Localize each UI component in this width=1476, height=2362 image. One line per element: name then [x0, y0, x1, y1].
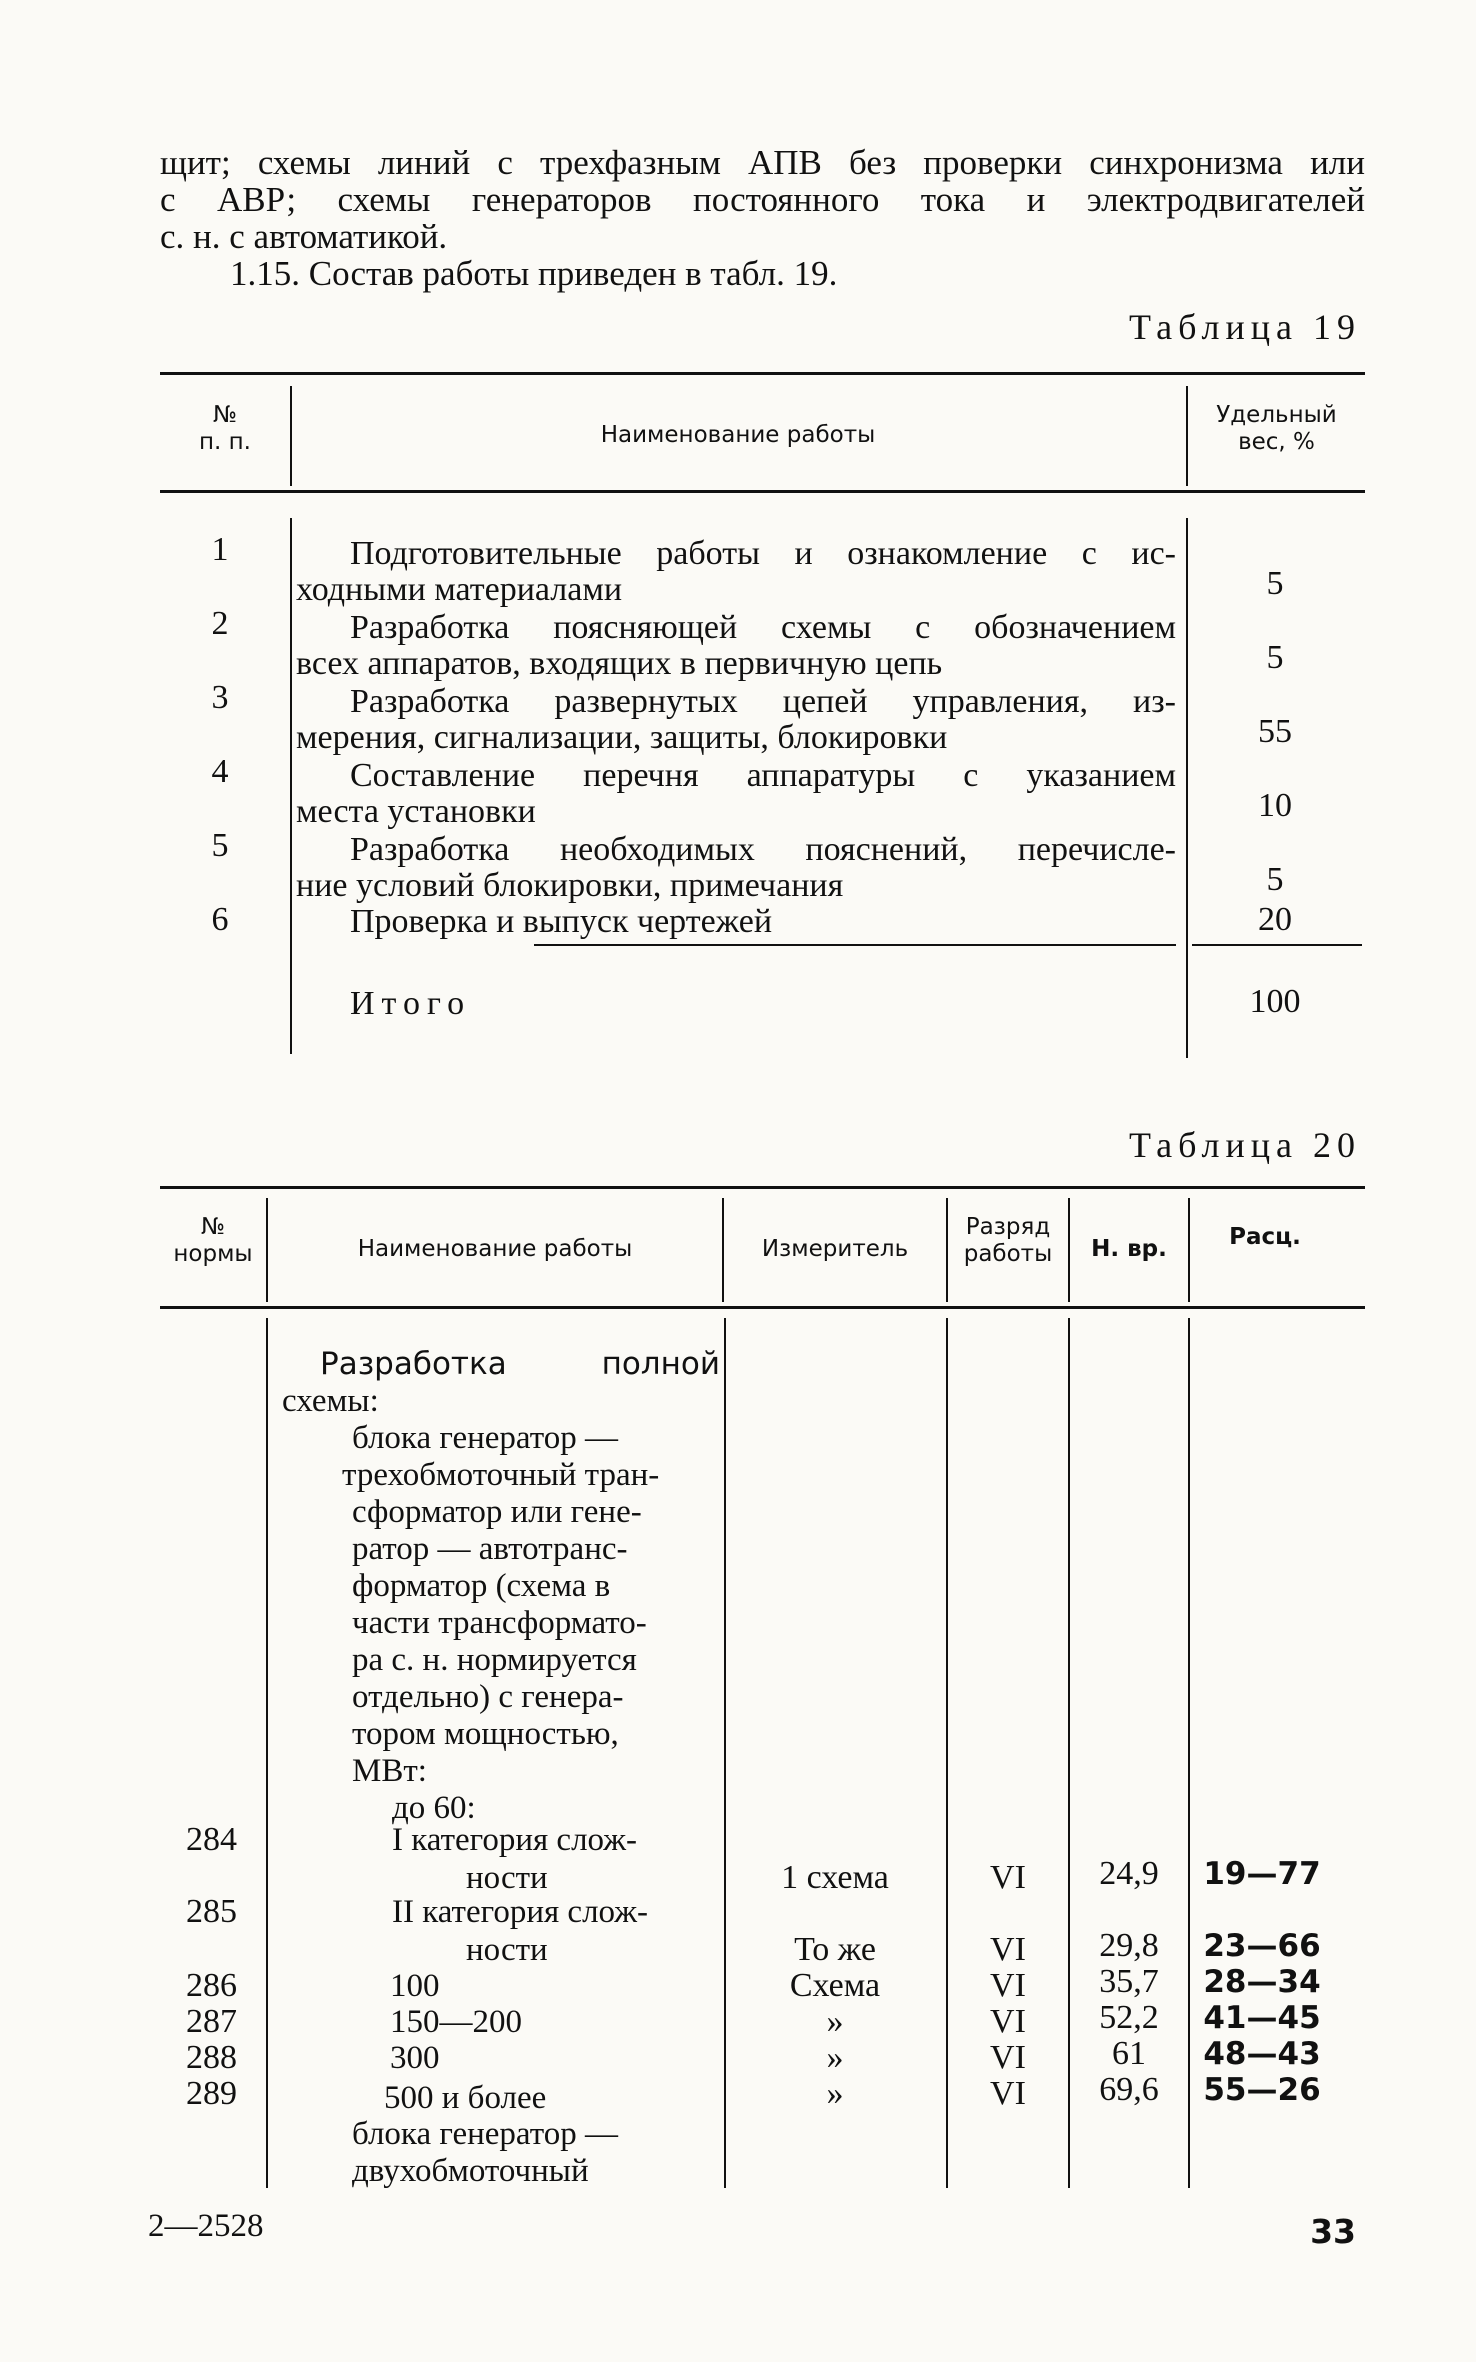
table19-row-weight: 10	[1258, 787, 1292, 824]
table20-row-unit: 1 схема	[781, 1859, 889, 1896]
table20-header-time: Н. вр.	[1091, 1236, 1167, 1262]
table19-row-weight: 20	[1258, 901, 1292, 938]
table20-row-unit: »	[826, 2075, 844, 2112]
table19-total-rule	[1192, 944, 1362, 946]
intro-text	[160, 144, 1365, 292]
table20-row-time: 24,9	[1099, 1855, 1159, 1892]
paragraph-1-15: 1.15. Состав работы приведен в табл. 19.	[230, 254, 838, 293]
table19-row-name: Разработка развернутых цепей управления, из- мерения, сигнализации, защиты, блокировки	[296, 683, 1176, 756]
table20-header-name: Наименование работы	[357, 1236, 633, 1262]
table20-top-rule	[160, 1186, 1365, 1189]
table20-divider	[724, 1318, 726, 2188]
table20-row-num: 286	[186, 1967, 237, 2004]
table19-top-rule	[160, 372, 1365, 375]
table20-row-grade: VI	[990, 2003, 1026, 2040]
table20-divider	[1188, 1318, 1190, 2188]
table19-row-weight: 5	[1266, 565, 1284, 602]
table19-row-name: Проверка и выпуск чертежей	[350, 903, 773, 940]
table20-row-name: ности	[466, 1860, 548, 1896]
table19-row-num: 5	[211, 827, 229, 864]
table20-row-grade: VI	[990, 1859, 1026, 1896]
table19-header-weight: Удельный вес, %	[1216, 402, 1337, 455]
page-number: 33	[1310, 2212, 1356, 2251]
table19-row-num: 6	[211, 901, 229, 938]
description-title: Разработка полной	[320, 1346, 720, 1382]
table20-row-name: I категория слож-	[392, 1822, 638, 1858]
intro-line: щит; схемы линий с трехфазным АПВ без проверки синхронизма или	[160, 143, 1365, 182]
table20-row-num: 289	[186, 2075, 237, 2112]
table19-row-weight: 5	[1266, 639, 1284, 676]
table20-divider	[946, 1318, 948, 2188]
table19-header-num: № п. п.	[198, 402, 251, 455]
table20-row-unit: Схема	[789, 1967, 881, 2004]
table20-header-unit: Измеритель	[761, 1236, 909, 1262]
table20-caption: Таблица 20	[1129, 1125, 1361, 1165]
table20-row-name: 300	[390, 2040, 440, 2076]
table19-row-name: Подготовительные работы и ознакомление с ис- ходными материалами	[296, 535, 1176, 608]
table19-row-name: Разработка необходимых пояснений, перечисле- ние условий блокировки, примечания	[296, 831, 1176, 904]
table20-row-rate: 28—34	[1203, 1964, 1321, 2000]
table20-row-rate: 41—45	[1203, 2000, 1321, 2036]
table20-row-time: 69,6	[1099, 2071, 1159, 2108]
table20-divider	[1068, 1318, 1070, 2188]
table20-row-rate: 23—66	[1203, 1928, 1321, 1964]
table19-row-name: Составление перечня аппаратуры с указанием места установки	[296, 757, 1176, 830]
table20-row-unit: »	[826, 2003, 844, 2040]
table19-row-num: 1	[211, 531, 229, 568]
table20-row-time: 35,7	[1099, 1963, 1159, 2000]
table20-row-name: 500 и более	[384, 2080, 547, 2116]
table19-row-num: 4	[211, 753, 229, 790]
table20-row-name: ности	[466, 1932, 548, 1968]
table20-row-unit: »	[826, 2039, 844, 2076]
table19-row-weight: 55	[1258, 713, 1292, 750]
table20-row-grade: VI	[990, 2039, 1026, 2076]
intro-line: с АВР; схемы генераторов постоянного тока и электродвигателей	[160, 180, 1365, 219]
table19-header-name: Наименование работы	[600, 422, 876, 448]
table19-row-num: 2	[211, 605, 229, 642]
table20-row-name: II категория слож-	[392, 1894, 649, 1930]
table20-row-grade: VI	[990, 2075, 1026, 2112]
table20-row-grade: VI	[990, 1967, 1026, 2004]
table19-total-label: Итого	[350, 985, 472, 1022]
table20-row-time: 52,2	[1099, 1999, 1159, 2036]
table20-row-time: 61	[1112, 2035, 1146, 2072]
intro-line: с. н. с автоматикой.	[160, 217, 448, 256]
table20-row-rate: 19—77	[1203, 1856, 1321, 1892]
table20-row-time: 29,8	[1099, 1927, 1159, 1964]
table20-row-rate: 55—26	[1203, 2072, 1321, 2108]
table19-header-rule	[160, 490, 1365, 493]
table20-row-num: 285	[186, 1893, 237, 1930]
table20-description-tail: блока генератор — двухобмоточный	[352, 2116, 618, 2189]
table19-divider	[1186, 518, 1188, 1058]
table20-divider	[266, 1318, 268, 2188]
page-signature: 2—2528	[148, 2208, 264, 2244]
table20-header-rule	[160, 1306, 1365, 1309]
table20-row-unit: То же	[794, 1931, 876, 1968]
table20-row-name: 150—200	[390, 2004, 522, 2040]
table19-total-value: 100	[1249, 983, 1301, 1020]
table20-row-name: 100	[390, 1968, 440, 2004]
table19-row-name: Разработка поясняющей схемы с обозначением всех аппаратов, входящих в первичную цепь	[296, 609, 1176, 682]
table20-header-rate: Расц.	[1229, 1224, 1301, 1250]
table19-row-weight: 5	[1266, 861, 1284, 898]
table20-row-num: 288	[186, 2039, 237, 2076]
table20-header-num: № нормы	[173, 1214, 253, 1267]
table20-row-num: 284	[186, 1821, 237, 1858]
table19-row-num: 3	[211, 679, 229, 716]
table19-caption: Таблица 19	[1129, 307, 1361, 347]
table20-header-grade: Разряд работы	[963, 1214, 1053, 1267]
table20-row-grade: VI	[990, 1931, 1026, 1968]
table20-row-rate: 48—43	[1203, 2036, 1321, 2072]
table20-row-num: 287	[186, 2003, 237, 2040]
table19-divider	[290, 518, 292, 1054]
table19-total-rule	[534, 944, 1176, 946]
table20-description: Разработка полной схемы: блока генератор — трехобмоточный тран- сформатор или гене- ратор — автотранс- форматор (схема в части трансформато- ра с. н. нормируется отдельно) с генера- тором мощностью, МВт: до 60:	[282, 1346, 720, 1826]
